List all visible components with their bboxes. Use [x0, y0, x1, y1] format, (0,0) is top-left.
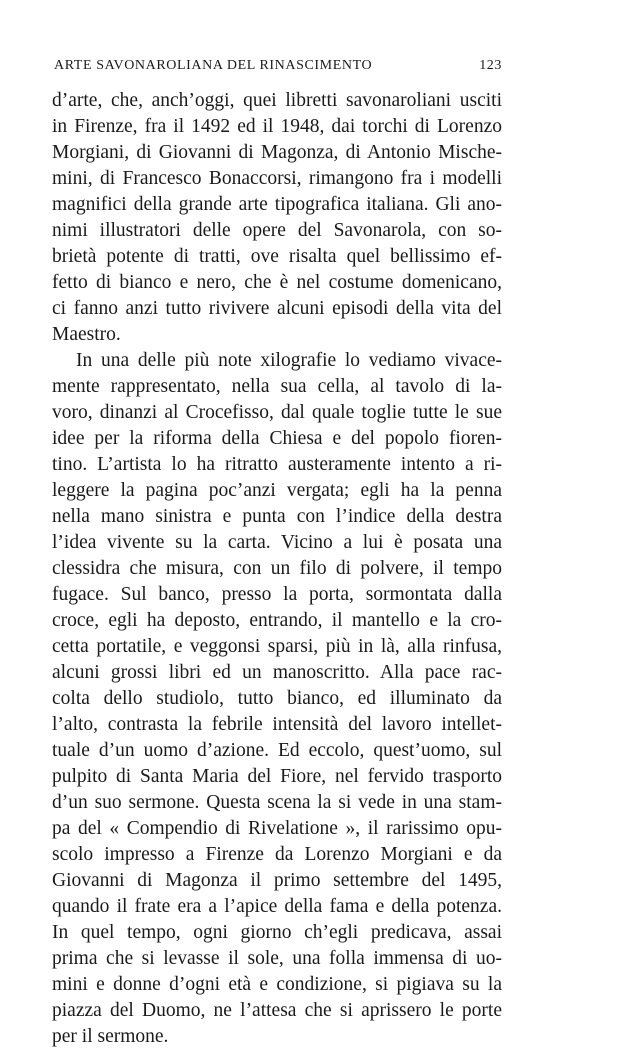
text-line: in Firenze, fra il 1492 ed il 1948, dai torchi di Lorenzo	[52, 116, 502, 137]
text-line: idee per la riforma della Chiesa e del popolo fioren-	[52, 428, 502, 449]
text-line: nimi illustratori delle opere del Savonarola, con so-	[52, 220, 502, 241]
running-title: ARTE SAVONAROLIANA DEL RINASCIMENTO	[54, 58, 373, 73]
text-line: pulpito di Santa Maria del Fiore, nel fervido trasporto	[52, 766, 502, 787]
text-line: cetta portatile, e veggonsi sparsi, più in là, alla rinfusa,	[52, 636, 502, 657]
page-number: 123	[479, 58, 502, 73]
text-line: mini e donne d’ogni età e condizione, si pigiava su la	[52, 974, 502, 995]
text-line: tuale d’un uomo d’azione. Ed eccolo, quest’uomo, sul	[52, 740, 502, 761]
text-line: In una delle più note xilografie lo vediamo vivace-	[76, 350, 502, 371]
text-line: d’arte, che, anch’oggi, quei libretti savonaroliani usciti	[52, 90, 502, 111]
text-line: magnifici della grande arte tipografica italiana. Gli ano-	[52, 194, 502, 215]
text-line: l’alto, contrasta la febrile intensità del lavoro intellet-	[52, 714, 502, 735]
running-head	[54, 58, 502, 80]
text-line: leggere la pagina poc’anzi vergata; egli ha la penna	[52, 480, 502, 501]
text-line: fetto di bianco e nero, che è nel costume domenicano,	[52, 272, 502, 293]
text-line: tino. L’artista lo ha ritratto austeramente intento a ri-	[52, 454, 502, 475]
text-line: In quel tempo, ogni giorno ch’egli predicava, assai	[52, 922, 502, 943]
text-line: brietà potente di tratti, ove risalta quel bellissimo ef-	[52, 246, 502, 267]
text-line: clessidra che misura, con un filo di polvere, il tempo	[52, 558, 502, 579]
text-line: Maestro.	[52, 324, 121, 345]
text-line: quando il frate era a l’apice della fama e della potenza.	[52, 896, 502, 917]
text-line: mente rappresentato, nella sua cella, al tavolo di la-	[52, 376, 502, 397]
paragraph	[52, 348, 502, 1050]
text-line: voro, dinanzi al Crocefisso, dal quale toglie tutte le sue	[52, 402, 502, 423]
text-line: mini, di Francesco Bonaccorsi, rimangono fra i modelli	[52, 168, 502, 189]
text-line: Giovanni di Magonza il primo settembre del 1495,	[52, 870, 502, 891]
text-line: per il sermone.	[52, 1026, 169, 1047]
text-line: piazza del Duomo, ne l’attesa che si aprissero le porte	[52, 1000, 502, 1021]
text-line: pa del « Compendio di Rivelatione », il rarissimo opu-	[52, 818, 502, 839]
text-line: l’idea vivente su la carta. Vicino a lui è posata una	[52, 532, 502, 553]
text-line: nella mano sinistra e punta con l’indice della destra	[52, 506, 502, 527]
text-line: Morgiani, di Giovanni di Magonza, di Antonio Mische-	[52, 142, 502, 163]
text-line: alcuni grossi libri ed un manoscritto. Alla pace rac-	[52, 662, 502, 683]
text-line: scolo impresso a Firenze da Lorenzo Morgiani e da	[52, 844, 502, 865]
paragraph	[52, 88, 502, 348]
text-line: d’un suo sermone. Questa scena la si vede in una stam-	[52, 792, 502, 813]
body-text	[52, 88, 502, 1050]
text-line: croce, egli ha deposto, entrando, il mantello e la cro-	[52, 610, 502, 631]
text-line: fugace. Sul banco, presso la porta, sormontata dalla	[52, 584, 502, 605]
text-line: prima che si levasse il sole, una folla immensa di uo-	[52, 948, 502, 969]
text-line: colta dello studiolo, tutto bianco, ed illuminato da	[52, 688, 502, 709]
text-line: ci fanno anzi tutto rivivere alcuni episodi della vita del	[52, 298, 502, 319]
